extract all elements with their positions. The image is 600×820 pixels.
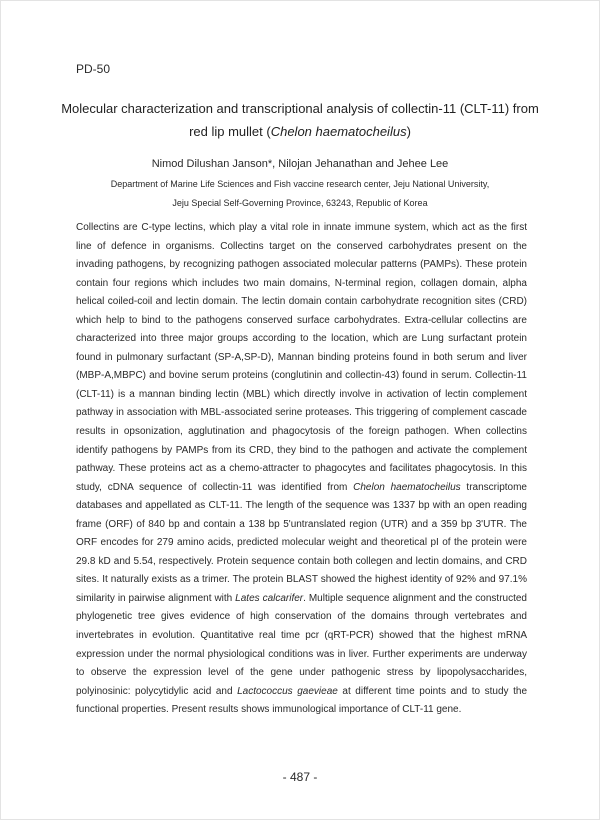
- affiliation: [41, 175, 559, 213]
- title-species: Chelon haematocheilus: [270, 124, 407, 139]
- title-line-2: [61, 120, 539, 143]
- species-lactococcus: Lactococcus gaevieae: [237, 685, 338, 697]
- affiliation-line-1: Department of Marine Life Sciences and Fish vaccine research center, Jeju National University,: [110, 179, 490, 189]
- page-number: - 487 -: [282, 770, 318, 784]
- title-prefix: red lip mullet (: [189, 124, 271, 139]
- abstract-text-2: transcriptome databases and appellated as CLT-11. The length of the sequence was 1337 bp with an open reading frame (ORF) of 840 bp and contain a 138 bp 5'untranslated region (UTR) and a 359 bp 3'UTR. The ORF encodes for 279 amino acids, predicted molecular weight and theoretical pI of the protein were 29.8 kD and 5.54, respectively. Protein sequence contain both collegen and lectin domains, and CRD sites. It naturally exists as a trimer. The protein BLAST showed the highest identity of 92% and 97.1% similarity in pairwise alignment with: [76, 481, 527, 604]
- species-chelon: Chelon haematocheilus: [353, 481, 461, 493]
- abstract-text-3: . Multiple sequence alignment and the constructed phylogenetic tree gives evidence of high conservation of the domains through vertebrates and invertebrates in evolution. Quantitative real time pcr (qRT-PCR) showed that the highest mRNA expression under the normal physiological conditions was in liver. Further experiments are underway to observe the expression level of the gene under pathogenic stress by lipopolysaccharides, polyinosinic: polycytidylic acid and: [76, 592, 527, 697]
- abstract-text-4: at different time points and to study the functional properties. Present results shows immunological importance of CLT-11 gene.: [76, 685, 528, 716]
- species-lates: Lates calcarifer: [235, 592, 304, 604]
- title-suffix: ): [406, 124, 411, 139]
- affiliation-line-2: Jeju Special Self-Governing Province, 63243, Republic of Korea: [172, 198, 428, 208]
- abstract-text-1: Collectins are C-type lectins, which play a vital role in innate immune system, which act as the first line of defence in organisms. Collectins target on the conserved carbohydrates present on the invading pathogens, by recognizing pathogen associated molecular patterns (PAMPs). These protein contain four regions which includes two main domains, N-terminal region, collagen domain, alpha helical coiled-coil and lectin domain. The lectin domain contain carbohydrate recognition sites (CRD) which help to bind to the pathogens conserved surface carbohydrates. Extra-cellular collectins are characterized into three major groups according to the location, which are Lung surfactant protein found in pulmonary surfactant (SP-A,SP-D), Mannan binding proteins found in both serum and liver (MBP-A,MBPC) and bovine serum proteins (conglutinin and collectin-43) found in serum. Collectin-11 (CLT-11) is a mannan binding lectin (MBL) which directly involve in activation of lectin complement pathway in association with MBL-associated serine proteases. This triggering of complement cascade results in opsonization, agglutination and phagocytosis of the foreign pathogen. When collectins identify pathogens by PAMPs from its CRD, they bind to the pathogen and activate the complement pathway. These proteins act as a chemo-attracter to phagocytes and facilitates phagocytosis. In this study, cDNA sequence of collectin-11 was identified from: [76, 222, 527, 493]
- paper-title: [61, 97, 539, 143]
- title-line-1: Molecular characterization and transcriptional analysis of collectin-11 (CLT-11) from: [61, 101, 539, 116]
- abstract-code: PD-50: [76, 62, 111, 76]
- authors: Nimod Dilushan Janson*, Nilojan Jehanathan and Jehee Lee: [151, 158, 449, 170]
- abstract-body: [76, 219, 527, 720]
